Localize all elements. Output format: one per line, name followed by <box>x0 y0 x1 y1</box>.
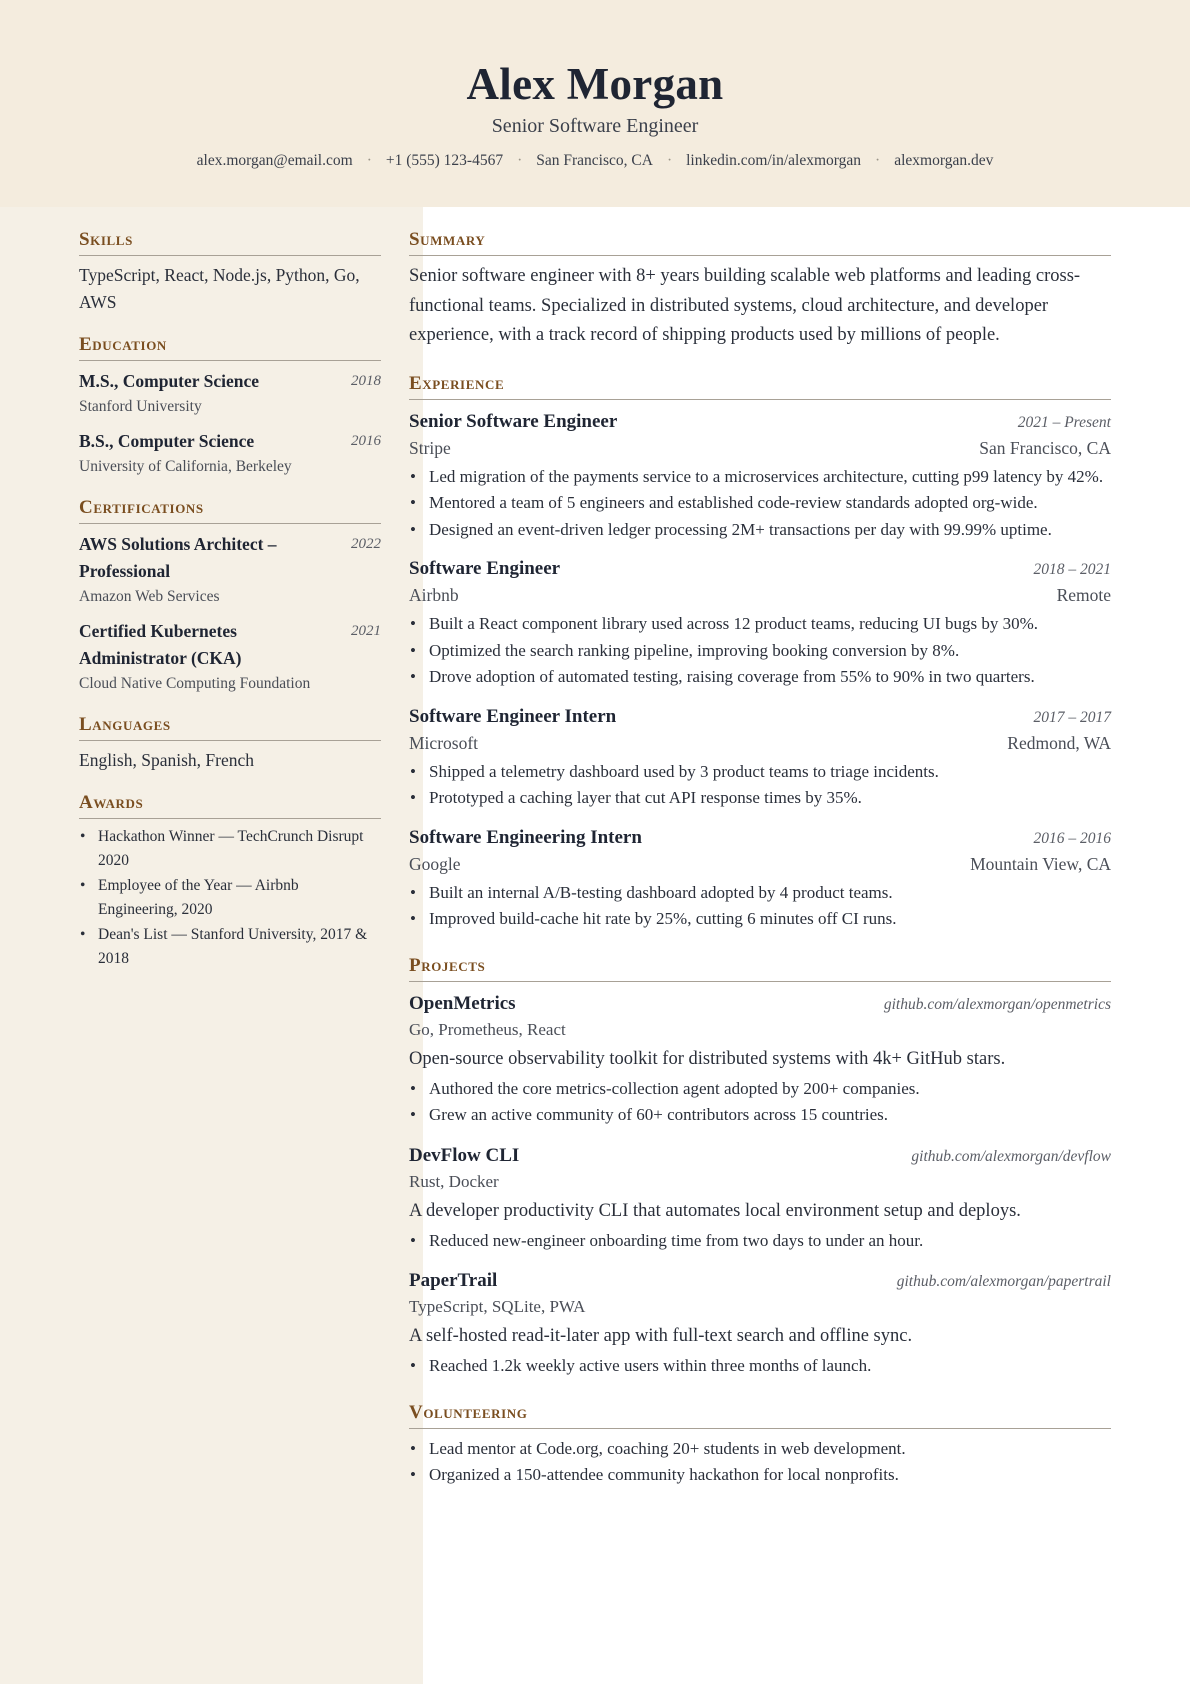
projects-section <box>409 955 1111 1380</box>
volunteering-section <box>409 1402 1111 1489</box>
resume-header <box>0 0 1190 207</box>
project-bullets <box>409 1228 1111 1255</box>
contact-line <box>0 152 1190 170</box>
contact-phone[interactable]: +1 (555) 123-4567 <box>385 152 504 169</box>
awards-list <box>79 825 381 971</box>
section-heading: Certifications <box>79 497 381 524</box>
section-heading: Experience <box>409 373 1111 400</box>
summary-section <box>409 229 1111 351</box>
contact-separator: · <box>875 152 881 169</box>
education-entry <box>79 428 381 479</box>
section-heading: Summary <box>409 229 1111 256</box>
job-title: Software Engineer <box>409 558 561 579</box>
bullet-item: • Shipped a telemetry dashboard used by 3 product teams to triage incidents. <box>409 759 1111 786</box>
education-entry <box>79 368 381 419</box>
school: Stanford University <box>79 398 202 415</box>
candidate-name: Alex Morgan <box>466 59 724 109</box>
award-item: • Hackathon Winner — TechCrunch Disrupt 2020 <box>79 825 381 873</box>
contact-separator: · <box>666 152 673 169</box>
award-item: • Dean's List — Stanford University, 2017 & 2018 <box>79 923 381 971</box>
job-entry <box>409 408 1111 544</box>
certification-issuer: Amazon Web Services <box>79 588 220 605</box>
contact-separator: · <box>366 152 372 169</box>
bullet-item: • Lead mentor at Code.org, coaching 20+ students in web development. <box>409 1436 1111 1463</box>
section-heading: Education <box>79 334 381 361</box>
project-name: DevFlow CLI <box>409 1144 520 1166</box>
certification-year: 2022 <box>351 536 381 552</box>
bullet-item: • Reduced new-engineer onboarding time from two days to under an hour. <box>409 1228 1111 1255</box>
education-section <box>79 334 381 479</box>
certification-entry <box>79 618 381 696</box>
job-bullets <box>409 759 1111 812</box>
project-name: OpenMetrics <box>409 992 516 1014</box>
project-link[interactable]: github.com/alexmorgan/openmetrics <box>883 995 1111 1013</box>
certification-year: 2021 <box>351 623 381 639</box>
certification-name: AWS Solutions Architect – Professional <box>79 534 277 581</box>
degree: B.S., Computer Science <box>79 431 255 451</box>
volunteering-bullets <box>409 1436 1111 1489</box>
bullet-item: • Grew an active community of 60+ contributors across 15 countries. <box>409 1102 1111 1129</box>
bullet-item: • Authored the core metrics-collection agent adopted by 200+ companies. <box>409 1076 1111 1103</box>
job-entry <box>409 703 1111 812</box>
job-dates: 2018 – 2021 <box>1033 561 1111 578</box>
certification-issuer: Cloud Native Computing Foundation <box>79 675 311 692</box>
sidebar <box>0 207 423 1684</box>
company: Stripe <box>409 437 451 458</box>
certifications-section <box>79 497 381 696</box>
languages-text: English, Spanish, French <box>79 750 254 770</box>
job-location: Mountain View, CA <box>970 853 1111 874</box>
contact-website[interactable]: alexmorgan.dev <box>894 152 994 169</box>
project-description: Open-source observability toolkit for distributed systems with 4k+ GitHub stars. <box>409 1048 1006 1069</box>
job-entry <box>409 555 1111 691</box>
degree: M.S., Computer Science <box>79 371 259 391</box>
section-heading: Awards <box>79 792 381 819</box>
company: Microsoft <box>409 732 479 753</box>
project-entry <box>409 990 1111 1129</box>
graduation-year: 2018 <box>351 373 381 389</box>
job-location: Remote <box>1056 585 1111 605</box>
project-description: A self-hosted read-it-later app with full-text search and offline sync. <box>409 1326 913 1346</box>
section-heading: Projects <box>409 955 1111 982</box>
job-title: Software Engineer Intern <box>409 705 617 727</box>
project-tech: Go, Prometheus, React <box>409 1019 566 1039</box>
project-tech: TypeScript, SQLite, PWA <box>409 1297 586 1316</box>
job-title: Senior Software Engineer <box>409 410 618 432</box>
project-bullets <box>409 1353 1111 1380</box>
job-dates: 2017 – 2017 <box>1033 708 1111 726</box>
project-entry <box>409 1142 1111 1255</box>
skills-text: TypeScript, React, Node.js, Python, Go, AWS <box>79 265 360 312</box>
project-link[interactable]: github.com/alexmorgan/papertrail <box>896 1273 1111 1290</box>
job-bullets <box>409 464 1111 544</box>
candidate-title: Senior Software Engineer <box>491 115 699 137</box>
bullet-item: • Drove adoption of automated testing, raising coverage from 55% to 90% in two quarters. <box>409 664 1111 691</box>
awards-section <box>79 792 381 971</box>
project-bullets <box>409 1076 1111 1129</box>
project-entry <box>409 1267 1111 1380</box>
section-heading: Languages <box>79 714 381 741</box>
section-heading: Volunteering <box>409 1402 1111 1429</box>
bullet-item: • Designed an event-driven ledger processing 2M+ transactions per day with 99.99% uptime. <box>409 517 1111 544</box>
main-column <box>409 207 1111 1489</box>
certification-name: Certified Kubernetes Administrator (CKA) <box>79 621 242 668</box>
bullet-item: • Reached 1.2k weekly active users within three months of launch. <box>409 1353 1111 1380</box>
contact-email[interactable]: alex.morgan@email.com <box>196 152 353 169</box>
school: University of California, Berkeley <box>79 458 292 475</box>
contact-separator: · <box>517 152 523 169</box>
job-location: San Francisco, CA <box>979 437 1111 458</box>
job-dates: 2021 – Present <box>1017 413 1111 431</box>
award-item: • Employee of the Year — Airbnb Engineering, 2020 <box>79 874 381 922</box>
job-location: Redmond, WA <box>1007 732 1111 753</box>
certification-entry <box>79 531 381 609</box>
job-bullets <box>409 880 1111 933</box>
contact-location: San Francisco, CA <box>536 152 653 169</box>
bullet-item: • Organized a 150-attendee community hackathon for local nonprofits. <box>409 1462 1111 1489</box>
company: Airbnb <box>409 585 459 605</box>
bullet-item: • Led migration of the payments service to a microservices architecture, cutting p99 latency by 42%. <box>409 464 1111 491</box>
bullet-item: • Built an internal A/B-testing dashboard adopted by 4 product teams. <box>409 880 1111 907</box>
section-heading: Skills <box>79 229 381 256</box>
job-entry <box>409 824 1111 933</box>
experience-section <box>409 373 1111 933</box>
bullet-item: • Mentored a team of 5 engineers and established code-review standards adopted org-wide. <box>409 490 1111 517</box>
bullet-item: • Built a React component library used across 12 product teams, reducing UI bugs by 30%. <box>409 611 1111 638</box>
sidebar-content <box>79 229 381 989</box>
project-link[interactable]: github.com/alexmorgan/devflow <box>911 1147 1111 1165</box>
project-description: A developer productivity CLI that automates local environment setup and deploys. <box>409 1200 1021 1221</box>
summary-text: Senior software engineer with 8+ years building scalable web platforms and leading cross-functional teams. Specialized in distributed systems, cloud architecture, and developer experience, with a track record of shipping products used by millions of people. <box>409 266 1081 345</box>
graduation-year: 2016 <box>351 433 381 449</box>
job-bullets <box>409 611 1111 691</box>
company: Google <box>409 853 461 874</box>
bullet-item: • Improved build-cache hit rate by 25%, cutting 6 minutes off CI runs. <box>409 906 1111 933</box>
contact-linkedin[interactable]: linkedin.com/in/alexmorgan <box>686 152 862 169</box>
job-title: Software Engineering Intern <box>409 826 642 848</box>
project-name: PaperTrail <box>409 1270 498 1291</box>
bullet-item: • Optimized the search ranking pipeline, improving booking conversion by 8%. <box>409 638 1111 665</box>
skills-section <box>79 229 381 316</box>
project-tech: Rust, Docker <box>409 1171 499 1191</box>
languages-section <box>79 714 381 774</box>
bullet-item: • Prototyped a caching layer that cut API response times by 35%. <box>409 785 1111 812</box>
job-dates: 2016 – 2016 <box>1033 829 1111 847</box>
